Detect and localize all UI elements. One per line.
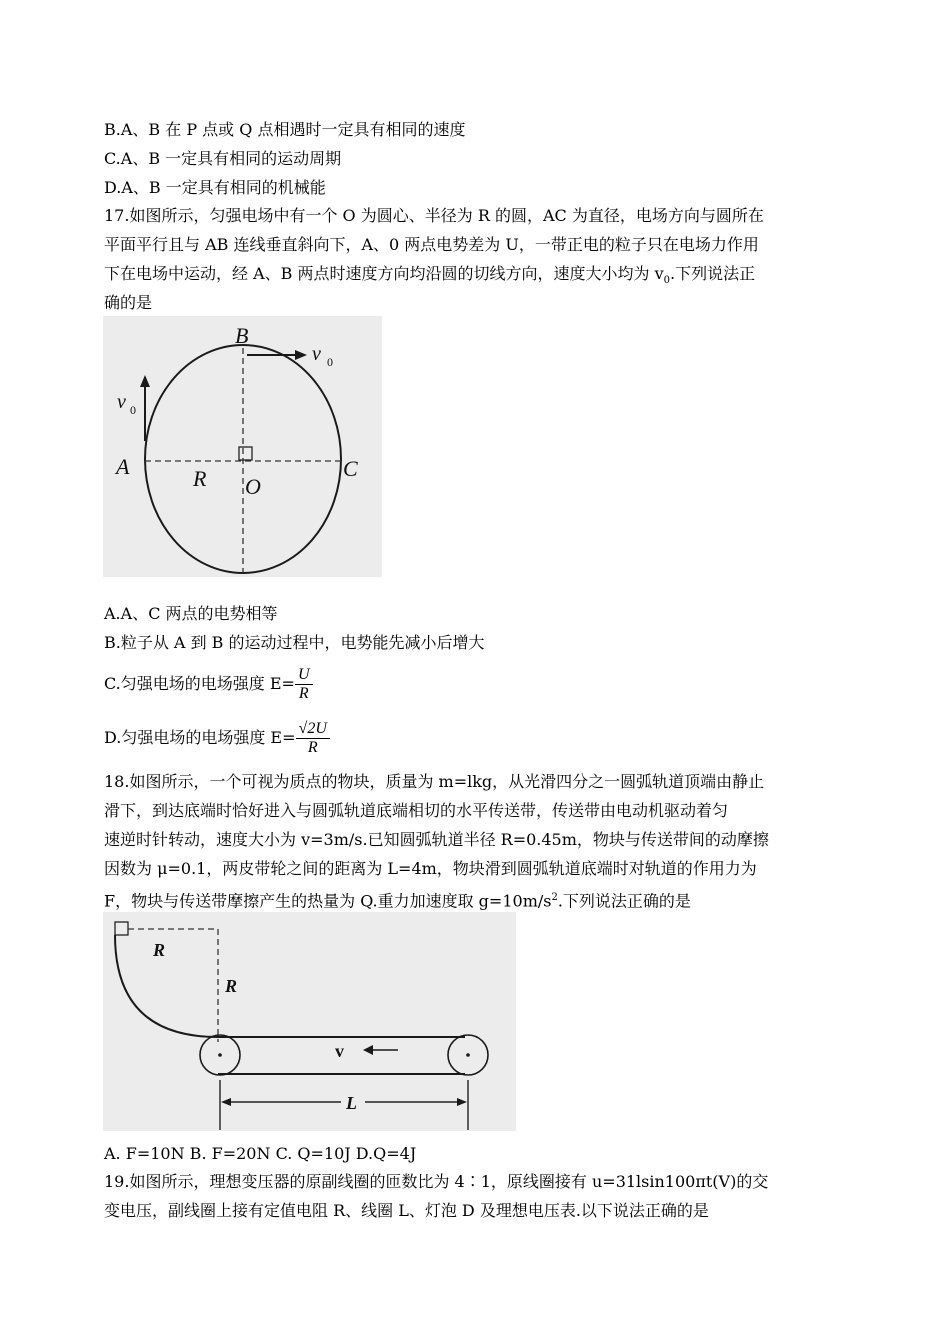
q18-stem-line-5: F，物块与传送带摩擦产生的热量为 Q.重力加速度取 $g=10m/s^2$.下列说法正确的是	[104, 891, 691, 911]
q17-option-b: B.粒子从 A 到 B 的运动过程中，电势能先减小后增大	[104, 633, 485, 652]
velocity-b-arrowhead	[295, 350, 307, 360]
q19-stem-line-1: 19.如图所示，理想变压器的原副线圈的匝数比为 4∶1，原线圈接有 u=31lsin100πt(V)的交	[104, 1172, 769, 1191]
q17-circle-figure	[103, 316, 382, 577]
q16-option-b: B.A、B 在 P 点或 Q 点相遇时一定具有相同的速度	[104, 120, 466, 139]
label-v0-a: v	[117, 391, 126, 413]
right-angle-mark	[239, 447, 252, 460]
label-v0-b: v	[312, 343, 321, 365]
q17-stem-line-3: 下在电场中运动，经 A、B 两点时速度方向均沿圆的切线方向，速度大小均为 $v_0$.下列说法正	[104, 264, 756, 287]
q18-stem-line-2: 滑下，到达底端时恰好进入与圆弧轨道底端相切的水平传送带，传送带由电动机驱动着匀	[104, 801, 729, 820]
label-b: B	[235, 323, 249, 348]
q18-options: A. F=10N B. F=20N C. Q=10J D.Q=4J	[104, 1144, 417, 1163]
label-belt-v: v	[335, 1041, 344, 1061]
label-r-vertical: R	[225, 976, 238, 996]
label-v0-b-sub: 0	[327, 355, 333, 369]
q16-option-c: C.A、B 一定具有相同的运动周期	[104, 149, 342, 168]
label-v0-a-sub: 0	[130, 403, 136, 417]
label-r: R	[193, 466, 207, 491]
formula-root2u-over-r: $\frac{√2U}{R}$	[296, 720, 330, 757]
velocity-a-arrowhead	[140, 375, 150, 387]
label-c: C	[343, 456, 358, 481]
label-o: O	[245, 474, 261, 499]
q17-option-c: C.匀强电场的电场强度 E= $\frac{U}{R}$	[104, 664, 313, 704]
q17-stem-line-4: 确的是	[104, 293, 153, 312]
label-l: L	[346, 1093, 357, 1113]
q19-stem-line-2: 变电压，副线圈上接有定值电阻 R、线圈 L、灯泡 D 及理想电压表.以下说法正确的是	[104, 1201, 709, 1220]
q18-stem-line-4: 因数为 μ=0.1，两皮带轮之间的距离为 L=4m，物块滑到圆弧轨道底端时对轨道的作用力为	[104, 859, 757, 878]
q18-conveyor-figure	[103, 912, 516, 1131]
q16-option-d: D.A、B 一定具有相同的机械能	[104, 178, 326, 197]
q17-option-a: A.A、C 两点的电势相等	[104, 604, 278, 623]
label-a: A	[116, 454, 130, 479]
q17-stem-line-2: 平面平行且与 AB 连线垂直斜向下，A、0 两点电势差为 U，一带正电的粒子只在电场力作用	[104, 235, 759, 254]
q17-option-d: D.匀强电场的电场强度 E= $\frac{√2U}{R}$	[104, 718, 330, 758]
belt-velocity-arrowhead	[363, 1045, 373, 1055]
q17-stem-line-1: 17.如图所示，匀强电场中有一个 O 为圆心、半径为 R 的圆，AC 为直径，电场方向与圆所在	[104, 206, 764, 225]
block-square	[115, 922, 128, 935]
q18-stem-line-1: 18.如图所示，一个可视为质点的物块，质量为 m=lkg，从光滑四分之一圆弧轨道顶端由静止	[104, 772, 765, 791]
formula-u-over-r: $\frac{U}{R}$	[295, 666, 313, 703]
arc-track	[115, 935, 218, 1037]
q18-stem-line-3: 速逆时针转动，速度大小为 v=3m/s.已知圆弧轨道半径 R=0.45m，物块与传送带间的动摩擦	[104, 830, 769, 849]
label-r-horizontal: R	[153, 940, 166, 960]
